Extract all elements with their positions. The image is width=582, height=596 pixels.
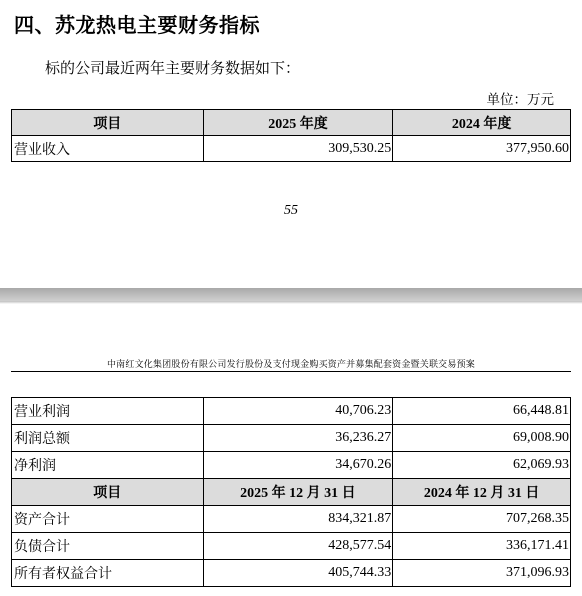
cell-2024: 377,950.60 <box>393 136 571 162</box>
cell-2025: 405,744.33 <box>203 560 393 587</box>
table-row <box>12 136 571 162</box>
intro-paragraph: 标的公司最近两年主要财务数据如下： <box>45 59 301 77</box>
cell-2024: 707,268.35 <box>393 506 571 533</box>
financial-table-part2 <box>11 397 571 587</box>
financial-table-part1 <box>11 109 571 162</box>
table-row <box>12 560 571 587</box>
cell-2024: 62,069.93 <box>393 452 571 479</box>
header-2024-12-31: 2024 年 12 月 31 日 <box>393 479 571 506</box>
page-separator-shadow <box>0 301 582 304</box>
document-page-upper <box>0 0 582 288</box>
header-2024: 2024 年度 <box>393 110 571 136</box>
page-number: 55 <box>284 203 298 218</box>
cell-2024: 371,096.93 <box>393 560 571 587</box>
row-label: 所有者权益合计 <box>12 560 204 587</box>
cell-2025: 834,321.87 <box>203 506 393 533</box>
page-separator <box>0 288 582 301</box>
table-row <box>12 452 571 479</box>
table-row <box>12 533 571 560</box>
row-label: 营业利润 <box>12 398 204 425</box>
header-2025-12-31: 2025 年 12 月 31 日 <box>203 479 393 506</box>
table-row <box>12 398 571 425</box>
row-label: 营业收入 <box>12 136 204 162</box>
table-header-row <box>12 110 571 136</box>
header-item: 项目 <box>12 110 204 136</box>
cell-2025: 36,236.27 <box>203 425 393 452</box>
header-item: 项目 <box>12 479 204 506</box>
table-header-row <box>12 479 571 506</box>
cell-2024: 66,448.81 <box>393 398 571 425</box>
row-label: 净利润 <box>12 452 204 479</box>
row-label: 负债合计 <box>12 533 204 560</box>
cell-2025: 309,530.25 <box>203 136 393 162</box>
row-label: 利润总额 <box>12 425 204 452</box>
header-2025: 2025 年度 <box>203 110 393 136</box>
cell-2025: 34,670.26 <box>203 452 393 479</box>
row-label: 资产合计 <box>12 506 204 533</box>
cell-2025: 40,706.23 <box>203 398 393 425</box>
table-row <box>12 506 571 533</box>
header-rule <box>11 371 571 372</box>
table-row <box>12 425 571 452</box>
section-heading: 四、苏龙热电主要财务指标 <box>14 13 260 37</box>
running-header: 中南红文化集团股份有限公司发行股份及支付现金购买资产并募集配套资金暨关联交易预案 <box>106 360 475 370</box>
cell-2025: 428,577.54 <box>203 533 393 560</box>
cell-2024: 69,008.90 <box>393 425 571 452</box>
unit-label: 单位：万元 <box>486 92 554 108</box>
cell-2024: 336,171.41 <box>393 533 571 560</box>
